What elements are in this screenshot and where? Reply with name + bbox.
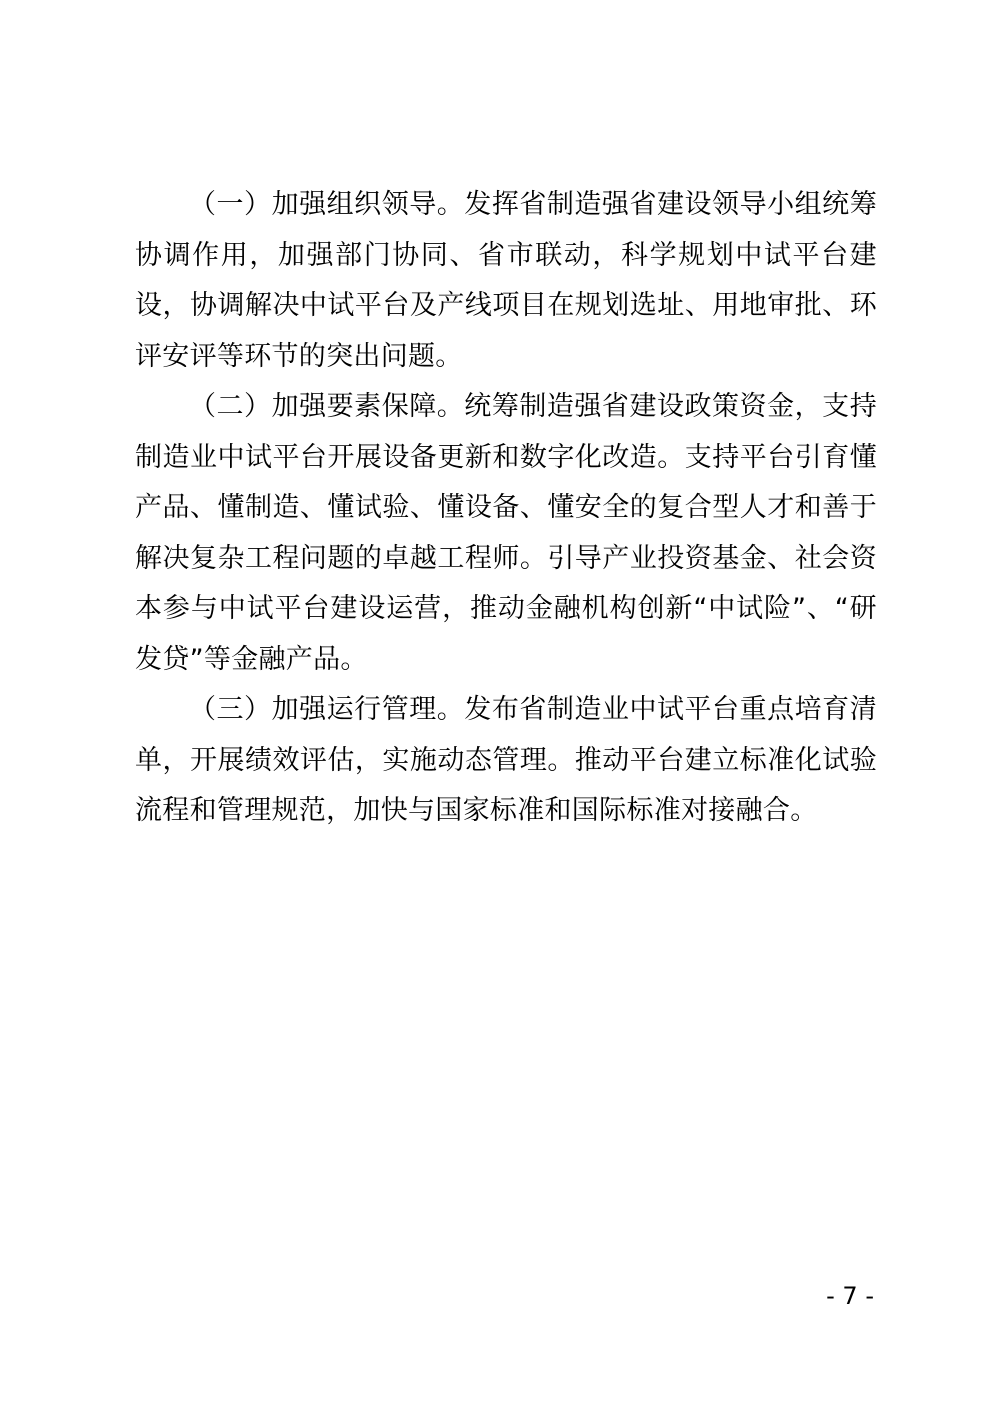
- page-number: - 7 -: [826, 1282, 874, 1310]
- paragraph-factor-guarantee: （二）加强要素保障。统筹制造强省建设政策资金，支持制造业中试平台开展设备更新和数字化改造。支持平台引育懂产品、懂制造、懂试验、懂设备、懂安全的复合型人才和善于解决复杂工程问题的卓越工程师。引导产业投资基金、社会资本参与中试平台建设运营，推动金融机构创新“中试险”、“研发贷”等金融产品。: [135, 391, 877, 675]
- paragraph-operation-management: （三）加强运行管理。发布省制造业中试平台重点培育清单，开展绩效评估，实施动态管理。推动平台建立标准化试验流程和管理规范，加快与国家标准和国际标准对接融合。: [135, 694, 877, 826]
- body-text: [135, 180, 877, 837]
- paragraph-organization-leadership: （一）加强组织领导。发挥省制造强省建设领导小组统筹协调作用，加强部门协同、省市联动，科学规划中试平台建设，协调解决中试平台及产线项目在规划选址、用地审批、环评安评等环节的突出问题。: [135, 189, 877, 372]
